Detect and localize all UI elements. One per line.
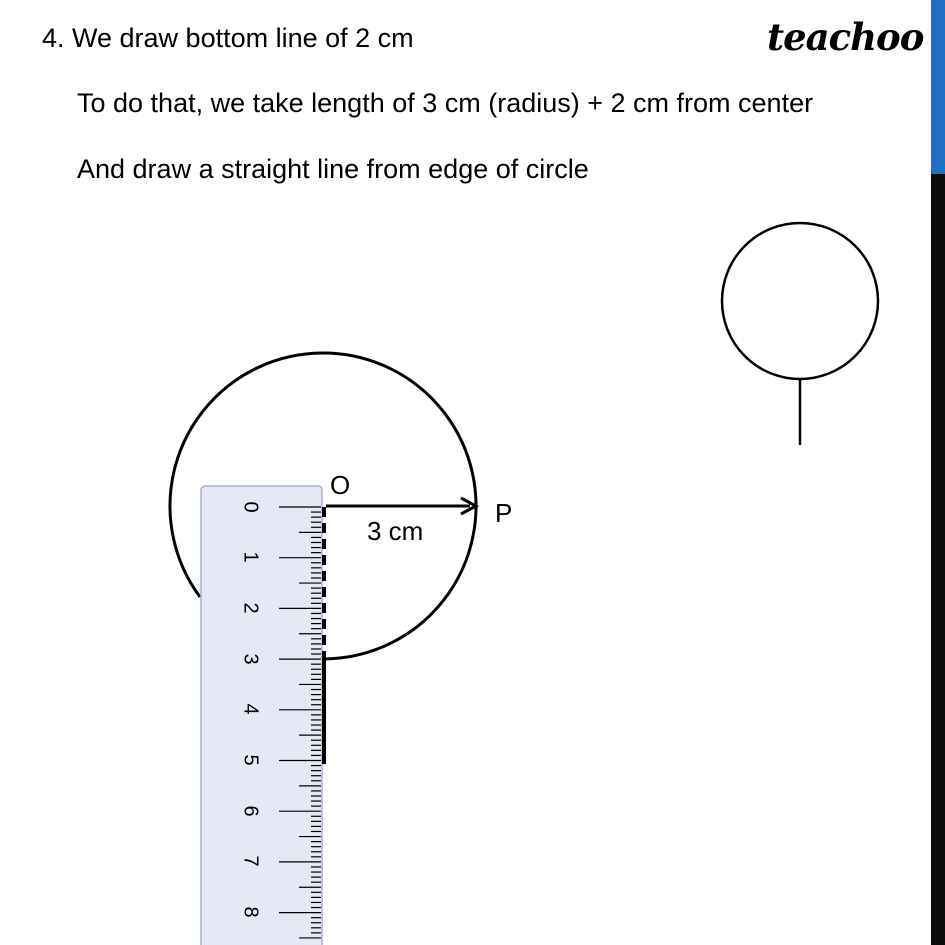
center-label-o: O	[330, 470, 351, 500]
ruler	[201, 486, 322, 945]
reference-figure	[722, 223, 878, 445]
point-label-p: P	[495, 498, 513, 528]
side-bar-dark	[931, 174, 945, 945]
ruler-number-6: 6	[239, 805, 262, 817]
ruler-number-1: 1	[239, 551, 262, 563]
radius-label: 3 cm	[367, 516, 424, 546]
side-scroll-bar	[931, 0, 945, 945]
reference-circle	[722, 223, 878, 379]
ruler-number-8: 8	[239, 906, 262, 918]
ruler-number-4: 4	[239, 703, 262, 715]
ruler-number-3: 3	[239, 653, 262, 665]
teachoo-logo: teachoo	[767, 15, 924, 59]
instruction-line-1: To do that, we take length of 3 cm (radius) + 2 cm from center	[77, 88, 814, 118]
side-bar-accent	[931, 0, 945, 174]
ruler-number-7: 7	[239, 855, 262, 867]
ruler-number-0: 0	[239, 501, 262, 513]
ruler-number-5: 5	[239, 754, 262, 766]
instruction-line-2: And draw a straight line from edge of circle	[77, 154, 589, 184]
ruler-number-2: 2	[239, 602, 262, 614]
step-title: 4. We draw bottom line of 2 cm	[42, 23, 414, 53]
